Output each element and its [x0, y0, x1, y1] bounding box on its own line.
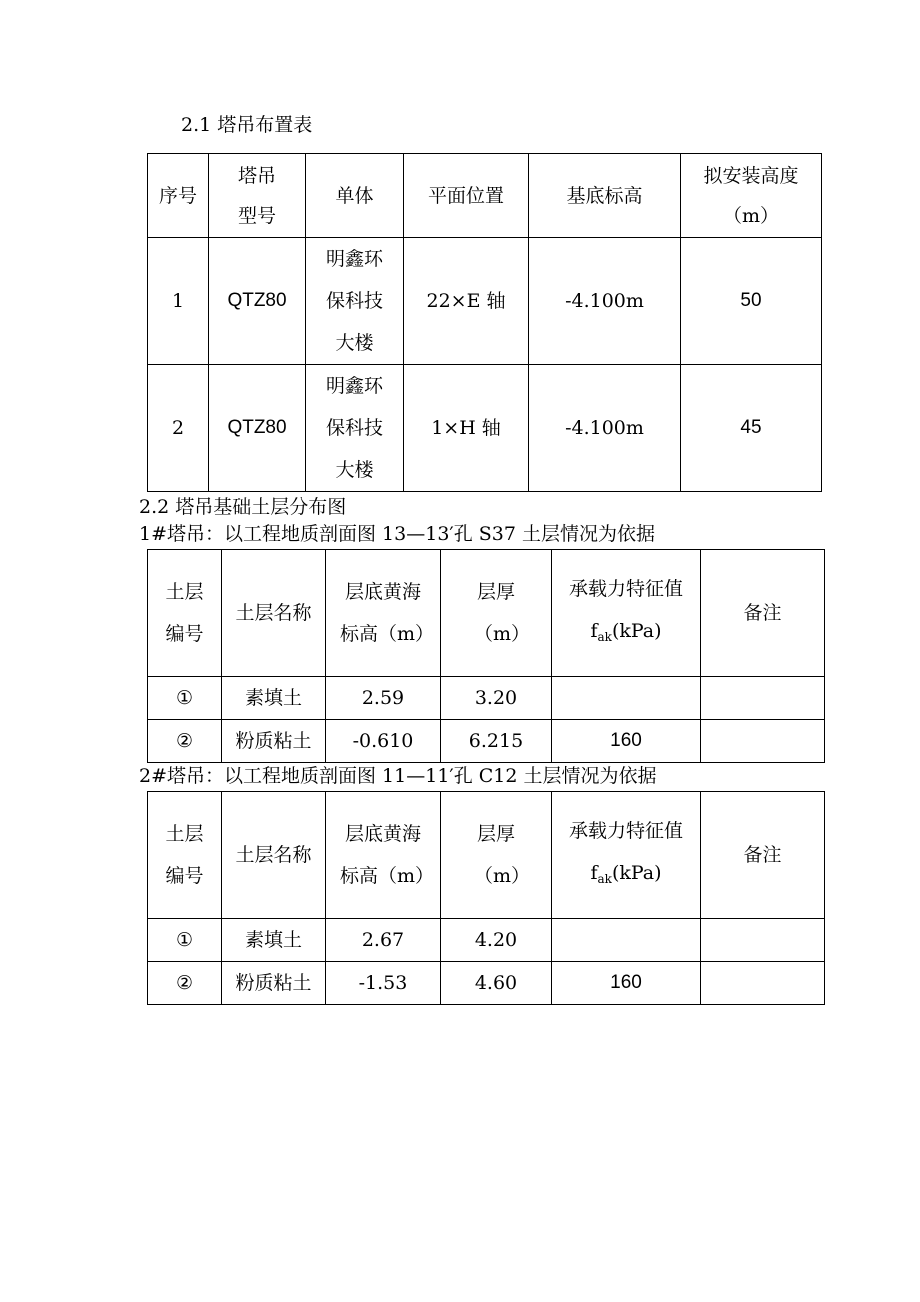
table-header-row: [148, 792, 825, 919]
header-serial-no: 序号: [148, 154, 209, 238]
header-layer-name: 土层名称: [222, 550, 326, 677]
cell-bearing-capacity: [552, 677, 701, 720]
table-row: [148, 677, 825, 720]
table-header-row: [148, 550, 825, 677]
cell-serial-no: 2: [148, 365, 209, 492]
cell-bottom-elevation: -1.53: [326, 962, 441, 1005]
cell-serial-no: 1: [148, 238, 209, 365]
table-row: [148, 238, 822, 365]
cell-layer-name: 粉质粘土: [222, 962, 326, 1005]
header-bearing-capacity: 承载力特征值 $f_{ak}(kPa)$: [552, 550, 701, 677]
header-plan-position: 平面位置: [404, 154, 529, 238]
header-bottom-elevation: 层底黄海标高（m）: [326, 550, 441, 677]
table-row: [148, 720, 825, 763]
table-row: [148, 365, 822, 492]
cell-remark: [701, 677, 825, 720]
cell-install-height: 45: [681, 365, 822, 492]
cell-building: 明鑫环保科技大楼: [306, 365, 404, 492]
cell-bearing-capacity: 160: [552, 720, 701, 763]
cell-bearing-capacity: [552, 919, 701, 962]
header-bottom-elevation: 层底黄海标高（m）: [326, 792, 441, 919]
cell-building: 明鑫环保科技大楼: [306, 238, 404, 365]
table-row: [148, 919, 825, 962]
cell-layer-no: ①: [148, 919, 222, 962]
section-1-title: 2.1 塔吊布置表: [181, 114, 313, 136]
cell-layer-no: ①: [148, 677, 222, 720]
cell-thickness: 6.215: [441, 720, 552, 763]
cell-layer-no: ②: [148, 720, 222, 763]
header-base-elevation: 基底标高: [529, 154, 681, 238]
cell-remark: [701, 919, 825, 962]
cell-base-elevation: -4.100m: [529, 238, 681, 365]
header-crane-model: 塔吊型号: [209, 154, 306, 238]
cell-thickness: 3.20: [441, 677, 552, 720]
cell-remark: [701, 720, 825, 763]
crane-2-caption: 2#塔吊：以工程地质剖面图 11—11′孔 C12 土层情况为依据: [139, 765, 657, 787]
cell-layer-name: 素填土: [222, 677, 326, 720]
crane-1-caption: 1#塔吊：以工程地质剖面图 13—13′孔 S37 土层情况为依据: [139, 523, 655, 545]
header-install-height: 拟安装高度（m）: [681, 154, 822, 238]
cell-thickness: 4.20: [441, 919, 552, 962]
header-layer-no: 土层编号: [148, 792, 222, 919]
cell-plan-position: 1×H 轴: [404, 365, 529, 492]
crane-1-soil-table: [147, 549, 825, 763]
header-thickness: 层厚（m）: [441, 550, 552, 677]
cell-remark: [701, 962, 825, 1005]
cell-bearing-capacity: 160: [552, 962, 701, 1005]
header-bearing-capacity: 承载力特征值 $f_{ak}(kPa)$: [552, 792, 701, 919]
cell-base-elevation: -4.100m: [529, 365, 681, 492]
header-building: 单体: [306, 154, 404, 238]
table-row: [148, 962, 825, 1005]
header-remark: 备注: [701, 550, 825, 677]
cell-plan-position: 22×E 轴: [404, 238, 529, 365]
crane-layout-table: [147, 153, 822, 492]
cell-bottom-elevation: -0.610: [326, 720, 441, 763]
header-layer-name: 土层名称: [222, 792, 326, 919]
cell-layer-name: 粉质粘土: [222, 720, 326, 763]
section-2-title: 2.2 塔吊基础土层分布图: [139, 496, 347, 518]
table-header-row: [148, 154, 822, 238]
cell-install-height: 50: [681, 238, 822, 365]
cell-layer-name: 素填土: [222, 919, 326, 962]
cell-thickness: 4.60: [441, 962, 552, 1005]
crane-2-soil-table: [147, 791, 825, 1005]
header-layer-no: 土层编号: [148, 550, 222, 677]
cell-crane-model: QTZ80: [209, 238, 306, 365]
cell-bottom-elevation: 2.59: [326, 677, 441, 720]
header-thickness: 层厚（m）: [441, 792, 552, 919]
cell-crane-model: QTZ80: [209, 365, 306, 492]
cell-layer-no: ②: [148, 962, 222, 1005]
header-remark: 备注: [701, 792, 825, 919]
cell-bottom-elevation: 2.67: [326, 919, 441, 962]
